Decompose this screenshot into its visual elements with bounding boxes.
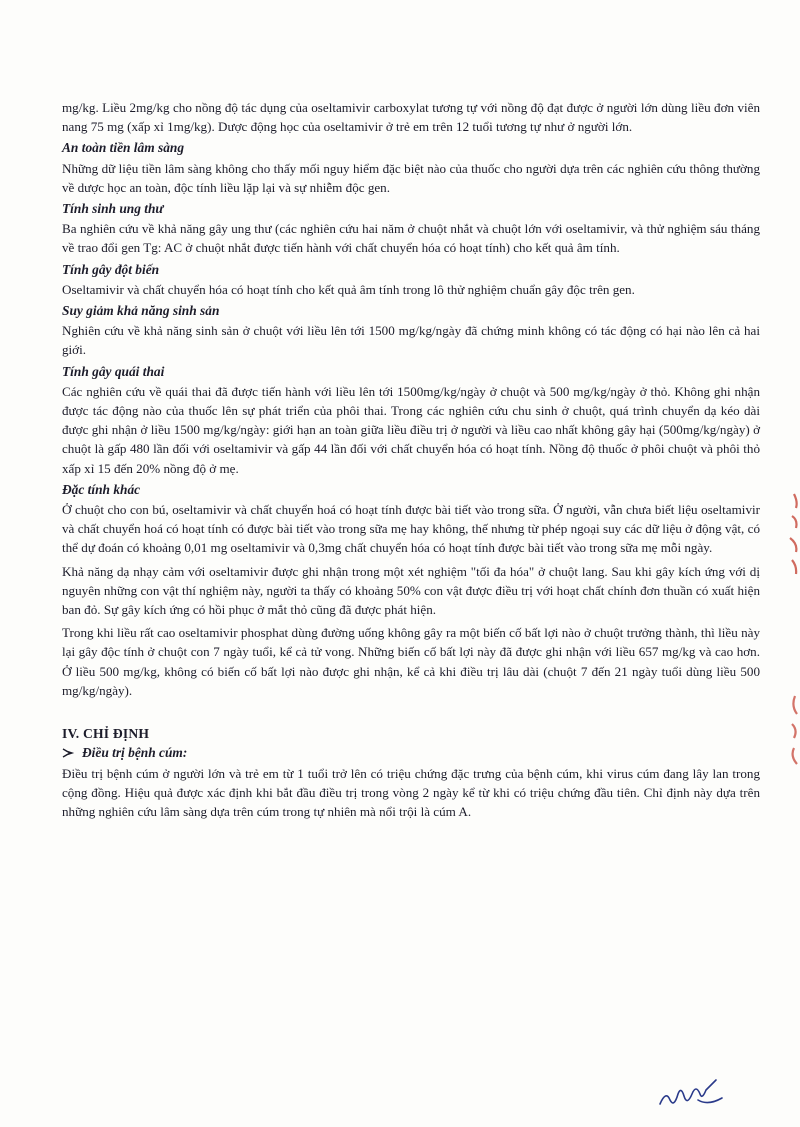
section-paragraph: Trong khi liều rất cao oseltamivir phosphat dùng đường uống không gây ra một biến cố bất lợi nào ở chuột trưởng thành, thì liều này lại gây độc tính ở chuột con 7 ngày tuổi, kể cả tử vong. Những biến cố bất lợi này đã được ghi nhận với liều 657 mg/kg và cao hơn. Ở liều 500 mg/kg, không có biến cố bất lợi nào được ghi nhận, kể cả khi điều trị lâu dài (chuột 7 đến 21 ngày tuổi dùng liều 500 mg/kg/ngày). xyxy=(62,625,760,698)
section-mutagenicity xyxy=(62,260,760,299)
section-paragraph: Ba nghiên cứu về khả năng gây ung thư (các nghiên cứu hai năm ở chuột nhắt và chuột lớn với oseltamivir, và thử nghiệm sáu tháng về trao đổi gen Tg: AC ở chuột nhắt được tiến hành với chất chuyển hóa có hoạt tính) cho kết quả âm tính. xyxy=(62,221,760,256)
section-paragraph: Điều trị bệnh cúm ở người lớn và trẻ em từ 1 tuổi trở lên có triệu chứng đặc trưng của bệnh cúm, khi virus cúm đang lây lan trong cộng đồng. Hiệu quả được xác định khi bắt đầu điều trị trong vòng 2 ngày kể từ khi có triệu chứng đầu tiên. Chỉ định này dựa trên những nghiên cứu lâm sàng dựa trên cúm trong tự nhiên mà nổi trội là cúm A. xyxy=(62,765,760,819)
stamp-fragment-icon xyxy=(780,690,800,780)
arrow-bullet-icon xyxy=(62,747,76,759)
section-preclinical-safety xyxy=(62,138,760,197)
section-paragraph: Nghiên cứu về khả năng sinh sản ở chuột với liều lên tới 1500 mg/kg/ngày đã chứng minh không có tác động có hại nào lên cả hai giới. xyxy=(62,323,760,358)
section-teratogenicity xyxy=(62,362,760,478)
section-paragraph: Những dữ liệu tiền lâm sàng không cho thấy mối nguy hiểm đặc biệt nào của thuốc cho người dựa trên các nghiên cứu thông thường về dược học an toàn, độc tính liều lặp lại và sự nhiễm độc gen. xyxy=(62,160,760,195)
section-carcinogenicity xyxy=(62,199,760,258)
section-heading: Đặc tính khác xyxy=(62,481,141,497)
section-heading: Tính sinh ung thư xyxy=(62,201,164,217)
signature-icon xyxy=(656,1078,734,1114)
section-heading: Suy giảm khả năng sinh sản xyxy=(62,303,220,319)
subheading-text: Điều trị bệnh cúm: xyxy=(82,745,188,761)
section-fertility xyxy=(62,301,760,360)
document-page xyxy=(62,98,760,821)
section-paragraph: Khả năng dạ nhạy cảm với oseltamivir được ghi nhận trong một xét nghiệm "tối đa hóa" ở chuột lang. Sau khi gây kích ứng với dị nguyên những con vật thí nghiệm này, người ta thấy có khoảng 50% con vật được điều trị với hoạt chất chính đơn thuần có xuất hiện ban đỏ. Sự gây kích ứng có hồi phục ở mắt thỏ cũng đã được phát hiện. xyxy=(62,563,760,618)
section-heading: An toàn tiền lâm sàng xyxy=(62,140,185,156)
subheading xyxy=(62,743,760,762)
section-heading: Tính gây đột biến xyxy=(62,261,160,277)
section-indications xyxy=(62,724,760,821)
section-paragraph: Oseltamivir và chất chuyển hóa có hoạt tính cho kết quả âm tính trong lô thử nghiệm chuẩn gây độc trên gen. xyxy=(62,281,635,297)
section-heading: Tính gây quái thai xyxy=(62,363,165,379)
stamp-fragment-icon xyxy=(780,490,800,580)
section-other-properties xyxy=(62,480,760,700)
section-paragraph: Ở chuột cho con bú, oseltamivir và chất chuyển hoá có hoạt tính được bài tiết vào trong sữa. Ở người, vẫn chưa biết liệu oseltamivir và chất chuyển hoá có hoạt tính có được bài tiết vào trong sữa mẹ hay không, thế nhưng từ phép ngoại suy các dữ liệu ở động vật, có thể dự đoán có khoảng 0,01 mg oseltamivir và 0,3mg chất chuyển hóa có hoạt tính được bài tiết vào trong sữa mẹ mỗi ngày. xyxy=(62,502,760,556)
intro-paragraph: mg/kg. Liều 2mg/kg cho nồng độ tác dụng của oseltamivir carboxylat tương tự với nồng độ đạt được ở người lớn dùng liều đơn viên nang 75 mg (xấp xỉ 1mg/kg). Dược động học của oseltamivir ở trẻ em trên 12 tuổi tương tự như ở người lớn. xyxy=(62,100,760,135)
section-title: IV. CHỈ ĐỊNH xyxy=(62,726,150,742)
section-paragraph: Các nghiên cứu về quái thai đã được tiến hành với liều lên tới 1500mg/kg/ngày ở chuột và 500 mg/kg/ngày ở thỏ. Không ghi nhận được tác động nào của thuốc lên sự phát triển của phôi thai. Trong các nghiên cứu chu sinh ở chuột, quá trình chuyển dạ kéo dài được ghi nhận ở liều 1500 mg/kg/ngày: giới hạn an toàn giữa liều điều trị ở người và liều cao nhất không gây hại (500mg/kg/ngày) ở chuột là gấp 480 lần đối với oseltamivir và gấp 44 lần đối với chất chuyển hóa có hoạt tính. Nồng độ thuốc ở phôi chuột và phôi thỏ xấp xỉ 15 đến 20% nồng độ ở mẹ. xyxy=(62,383,760,476)
